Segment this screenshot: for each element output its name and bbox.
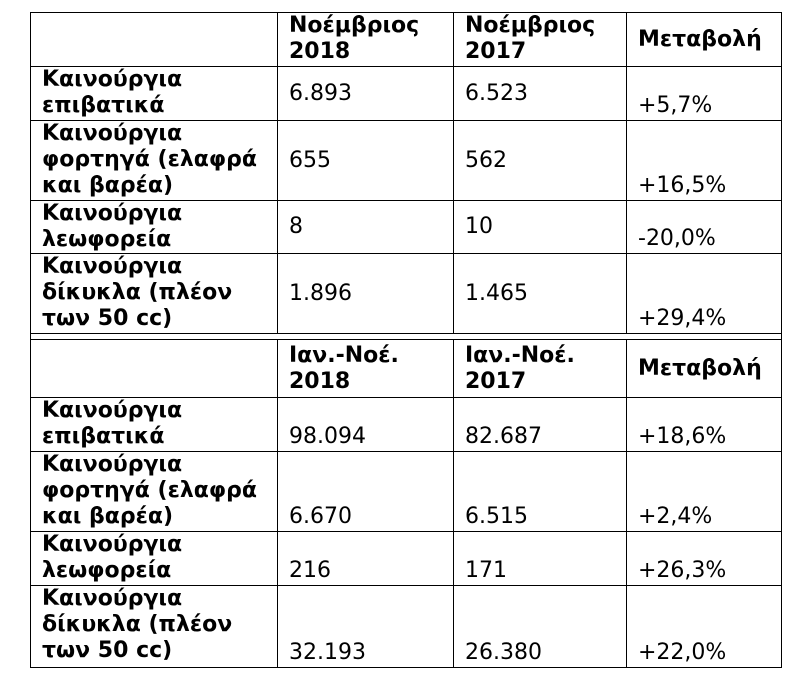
- value-change: +18,6%: [627, 398, 782, 452]
- row-label: Καινούργια επιβατικά: [31, 67, 278, 121]
- value-previous: 82.687: [454, 398, 627, 452]
- value-change: +2,4%: [627, 452, 782, 532]
- corner-cell: [31, 340, 278, 398]
- row-label: Καινούργια επιβατικά: [31, 398, 278, 452]
- value-previous: 562: [454, 121, 627, 201]
- table-header-row: [31, 340, 782, 398]
- table-row: [31, 201, 782, 254]
- value-current: 32.193: [278, 586, 454, 668]
- row-label: Καινούργια δίκυκλα (πλέον των 50 cc): [31, 254, 278, 334]
- monthly-registrations-table: [30, 12, 782, 334]
- header-change: Μεταβολή: [627, 13, 782, 67]
- value-change: +16,5%: [627, 121, 782, 201]
- table-row: [31, 67, 782, 121]
- row-label: Καινούργια φορτηγά (ελαφρά και βαρέα): [31, 452, 278, 532]
- value-previous: 10: [454, 201, 627, 254]
- table-row: [31, 254, 782, 334]
- header-previous-period: Νοέμβριος 2017: [454, 13, 627, 67]
- value-current: 1.896: [278, 254, 454, 334]
- ytd-registrations-table: [30, 339, 782, 668]
- value-change: +22,0%: [627, 586, 782, 668]
- value-change: +29,4%: [627, 254, 782, 334]
- row-label: Καινούργια φορτηγά (ελαφρά και βαρέα): [31, 121, 278, 201]
- value-previous: 26.380: [454, 586, 627, 668]
- header-current-period: Ιαν.-Νοέ. 2018: [278, 340, 454, 398]
- value-previous: 6.515: [454, 452, 627, 532]
- value-current: 6.893: [278, 67, 454, 121]
- row-label: Καινούργια δίκυκλα (πλέον των 50 cc): [31, 586, 278, 668]
- header-current-period: Νοέμβριος 2018: [278, 13, 454, 67]
- header-previous-period: Ιαν.-Νοέ. 2017: [454, 340, 627, 398]
- table-row: [31, 398, 782, 452]
- table-row: [31, 586, 782, 668]
- value-current: 655: [278, 121, 454, 201]
- value-current: 98.094: [278, 398, 454, 452]
- header-change: Μεταβολή: [627, 340, 782, 398]
- value-previous: 1.465: [454, 254, 627, 334]
- value-change: +5,7%: [627, 67, 782, 121]
- row-label: Καινούργια λεωφορεία: [31, 201, 278, 254]
- value-current: 6.670: [278, 452, 454, 532]
- value-change: -20,0%: [627, 201, 782, 254]
- table-header-row: [31, 13, 782, 67]
- value-current: 8: [278, 201, 454, 254]
- value-current: 216: [278, 532, 454, 586]
- table-row: [31, 452, 782, 532]
- row-label: Καινούργια λεωφορεία: [31, 532, 278, 586]
- table-row: [31, 121, 782, 201]
- value-change: +26,3%: [627, 532, 782, 586]
- value-previous: 171: [454, 532, 627, 586]
- value-previous: 6.523: [454, 67, 627, 121]
- corner-cell: [31, 13, 278, 67]
- table-row: [31, 532, 782, 586]
